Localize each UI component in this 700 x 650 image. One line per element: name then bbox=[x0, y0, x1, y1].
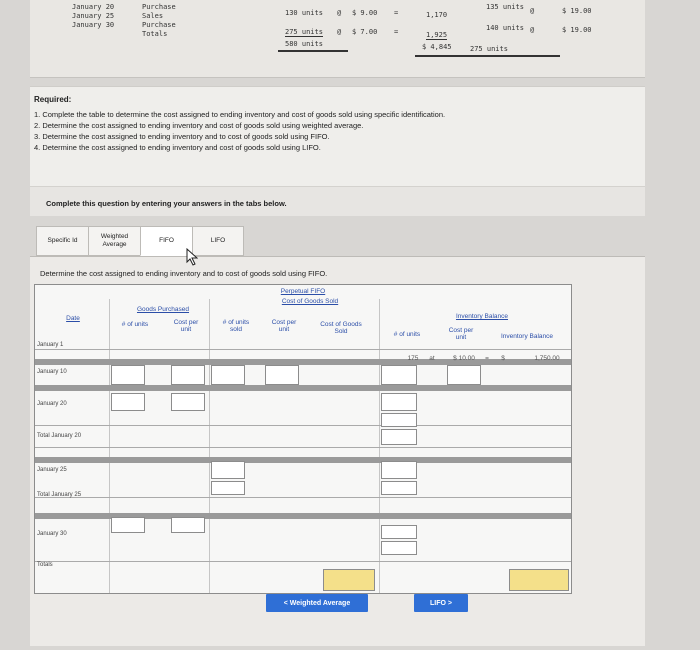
divider bbox=[209, 299, 210, 593]
tab-bar bbox=[36, 226, 244, 256]
required-item: 1. Complete the table to determine the cost assigned to ending inventory and cost of goods sold using specific identification. bbox=[34, 110, 446, 119]
tab-weighted-average[interactable]: Weighted Average bbox=[88, 226, 140, 256]
top-data-table: January 20 Purchase 130 units @ $ 9.00 = 1,170 135 units @ $ 19.00 January 25 Sales 140 units @ $ 19.00 January 30 Purchase 275 units @ $ 7.00 = 1,925 Totals 580 units $ 4,845 275 units bbox=[30, 0, 645, 78]
col-date: Date bbox=[66, 315, 80, 322]
row-label-jan25: January 25 bbox=[37, 467, 67, 473]
col-units-purchased: # of units bbox=[121, 321, 149, 328]
required-item: 4. Determine the cost assigned to ending inventory and cost of goods sold using LIFO. bbox=[34, 143, 321, 152]
required-item: 3. Determine the cost assigned to ending inventory and to cost of goods sold using FIFO. bbox=[34, 132, 330, 141]
instructions-bar bbox=[30, 186, 645, 216]
complete-note: Complete this question by entering your answers in the tabs below. bbox=[46, 199, 287, 208]
required-title: Required: bbox=[34, 95, 72, 104]
col-inv-units: # of units bbox=[393, 331, 421, 338]
input-cell[interactable] bbox=[381, 393, 417, 411]
jan1-cost: $ 10.00 bbox=[453, 355, 475, 362]
input-cell[interactable] bbox=[447, 365, 481, 385]
double-underline bbox=[278, 50, 348, 52]
inventory-balance-header: Inventory Balance bbox=[455, 313, 509, 320]
row-line bbox=[35, 497, 571, 498]
fifo-prompt: Determine the cost assigned to ending inventory and to cost of goods sold using FIFO. bbox=[40, 269, 328, 278]
row-label-jan10: January 10 bbox=[37, 369, 67, 375]
row-label-jan30: January 30 bbox=[37, 531, 67, 537]
row-line bbox=[35, 425, 571, 426]
col-cost-of-goods-sold: Cost of Goods Sold bbox=[320, 321, 362, 335]
input-cell[interactable] bbox=[111, 393, 145, 411]
cogs-header: Cost of Goods Sold bbox=[281, 298, 339, 305]
double-underline bbox=[415, 55, 560, 57]
table-title: Perpetual FIFO bbox=[280, 288, 326, 295]
goods-purchased-header: Goods Purchased bbox=[136, 306, 190, 313]
required-section bbox=[30, 86, 645, 186]
divider bbox=[109, 299, 110, 593]
row-line bbox=[35, 561, 571, 562]
input-cell[interactable] bbox=[111, 365, 145, 385]
next-lifo-button[interactable]: LIFO > bbox=[414, 594, 468, 612]
input-cell[interactable] bbox=[211, 481, 245, 495]
tab-specific-id[interactable]: Specific Id bbox=[36, 226, 88, 256]
tab-fifo[interactable]: FIFO bbox=[140, 226, 192, 256]
input-cell[interactable] bbox=[381, 461, 417, 479]
row-type: Purchase bbox=[142, 3, 176, 11]
input-cell[interactable] bbox=[211, 365, 245, 385]
input-cell[interactable] bbox=[171, 393, 205, 411]
col-units-sold: # of units sold bbox=[222, 319, 250, 333]
row-label-total-jan20: Total January 20 bbox=[37, 433, 82, 439]
input-cell[interactable] bbox=[381, 413, 417, 427]
input-cell[interactable] bbox=[381, 541, 417, 555]
prev-weighted-average-button[interactable]: < Weighted Average bbox=[266, 594, 368, 612]
row-units: 130 units bbox=[285, 9, 323, 17]
input-cell[interactable] bbox=[265, 365, 299, 385]
mouse-pointer-icon bbox=[186, 248, 198, 266]
col-inv-cost-per-unit: Cost per unit bbox=[448, 327, 474, 341]
row-label-jan20: January 20 bbox=[37, 401, 67, 407]
row-label-jan1: January 1 bbox=[37, 342, 64, 348]
input-cell[interactable] bbox=[211, 461, 245, 479]
row-line bbox=[35, 447, 571, 448]
row-line bbox=[35, 349, 571, 350]
divider bbox=[379, 299, 380, 593]
jan1-units: 175 bbox=[407, 355, 419, 362]
total-inventory-cell[interactable] bbox=[509, 569, 569, 591]
input-cell[interactable] bbox=[381, 365, 417, 385]
input-cell[interactable] bbox=[381, 525, 417, 539]
perpetual-fifo-table: Perpetual FIFO Goods Purchased Cost of Goods Sold Inventory Balance Date # of units Cost per unit # of units sold Cost per unit Cost of Goods Sold # of units Cost per unit Inventory Balance January 1 January 10 January 20 Total January 20 January 25 Total January 25 January 30 Totals 175 at $ 10.00 = $ 1,750.00 bbox=[34, 284, 572, 594]
input-cell[interactable] bbox=[171, 365, 205, 385]
required-item: 2. Determine the cost assigned to ending inventory and cost of goods sold using weighted average. bbox=[34, 121, 364, 130]
required-list bbox=[34, 109, 445, 153]
row-label-total-jan25: Total January 25 bbox=[37, 492, 82, 498]
input-cell[interactable] bbox=[111, 517, 145, 533]
col-cost-per-unit: Cost per unit bbox=[173, 319, 199, 333]
input-cell[interactable] bbox=[171, 517, 205, 533]
row-separator bbox=[35, 457, 571, 463]
jan1-balance: 1,750.00 bbox=[534, 355, 560, 362]
row-separator bbox=[35, 385, 571, 391]
input-cell[interactable] bbox=[381, 481, 417, 495]
row-label-totals: Totals bbox=[37, 562, 53, 568]
input-cell[interactable] bbox=[381, 429, 417, 445]
total-cogs-cell[interactable] bbox=[323, 569, 375, 591]
col-cogs-cost-per-unit: Cost per unit bbox=[271, 319, 297, 333]
col-inventory-balance: Inventory Balance bbox=[500, 333, 554, 340]
row-date: January 20 bbox=[72, 3, 115, 11]
tab-lifo[interactable]: LIFO bbox=[192, 226, 244, 256]
